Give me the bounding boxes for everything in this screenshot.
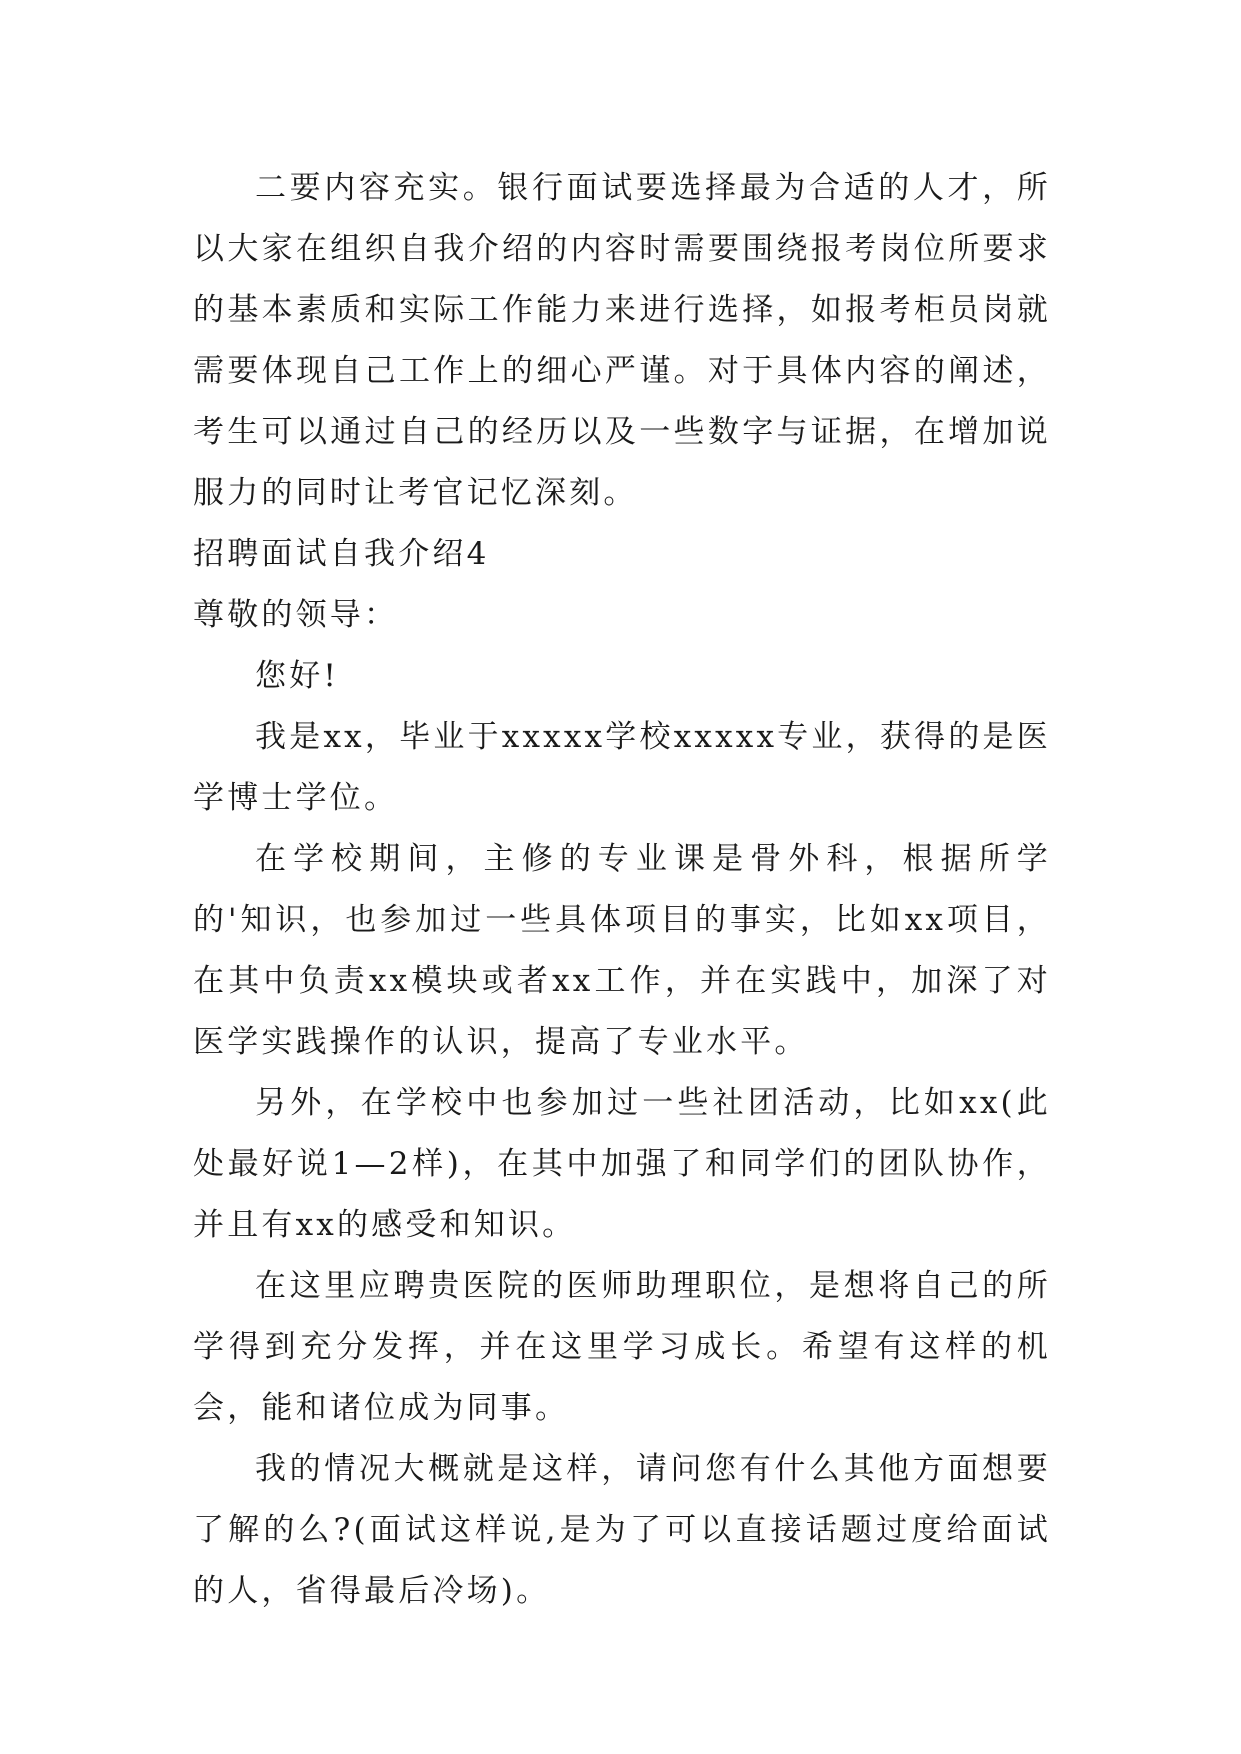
salutation: 尊敬的领导： [193, 597, 399, 633]
greeting: 您好! [255, 658, 340, 694]
paragraph-club-activities: 另外，在学校中也参加过一些社团活动，比如xx(此处最好说1—2样)，在其中加强了和同学们的团队协作，并且有xx的感受和知识。 [193, 1085, 1051, 1243]
paragraph-application-intent: 在这里应聘贵医院的医师助理职位，是想将自己的所学得到充分发挥，并在这里学习成长。希望有这样的机会，能和诸位成为同事。 [193, 1268, 1051, 1426]
document-body [193, 158, 1051, 1622]
paragraph-education: 我是xx，毕业于xxxxx学校xxxxx专业，获得的是医学博士学位。 [193, 719, 1051, 816]
paragraph-content-requirement: 二要内容充实。银行面试要选择最为合适的人才，所以大家在组织自我介绍的内容时需要围绕报考岗位所要求的基本素质和实际工作能力来进行选择，如报考柜员岗就需要体现自己工作上的细心严谨。对于具体内容的阐述，考生可以通过自己的经历以及一些数字与证据，在增加说服力的同时让考官记忆深刻。 [193, 170, 1051, 511]
section-heading: 招聘面试自我介绍4 [193, 536, 490, 572]
paragraph-school-projects: 在学校期间，主修的专业课是骨外科，根据所学的'知识，也参加过一些具体项目的事实，比如xx项目，在其中负责xx模块或者xx工作，并在实践中，加深了对医学实践操作的认识，提高了专业水平。 [193, 841, 1051, 1060]
paragraph-closing: 我的情况大概就是这样，请问您有什么其他方面想要了解的么?(面试这样说,是为了可以直接话题过度给面试的人，省得最后冷场)。 [193, 1451, 1051, 1609]
